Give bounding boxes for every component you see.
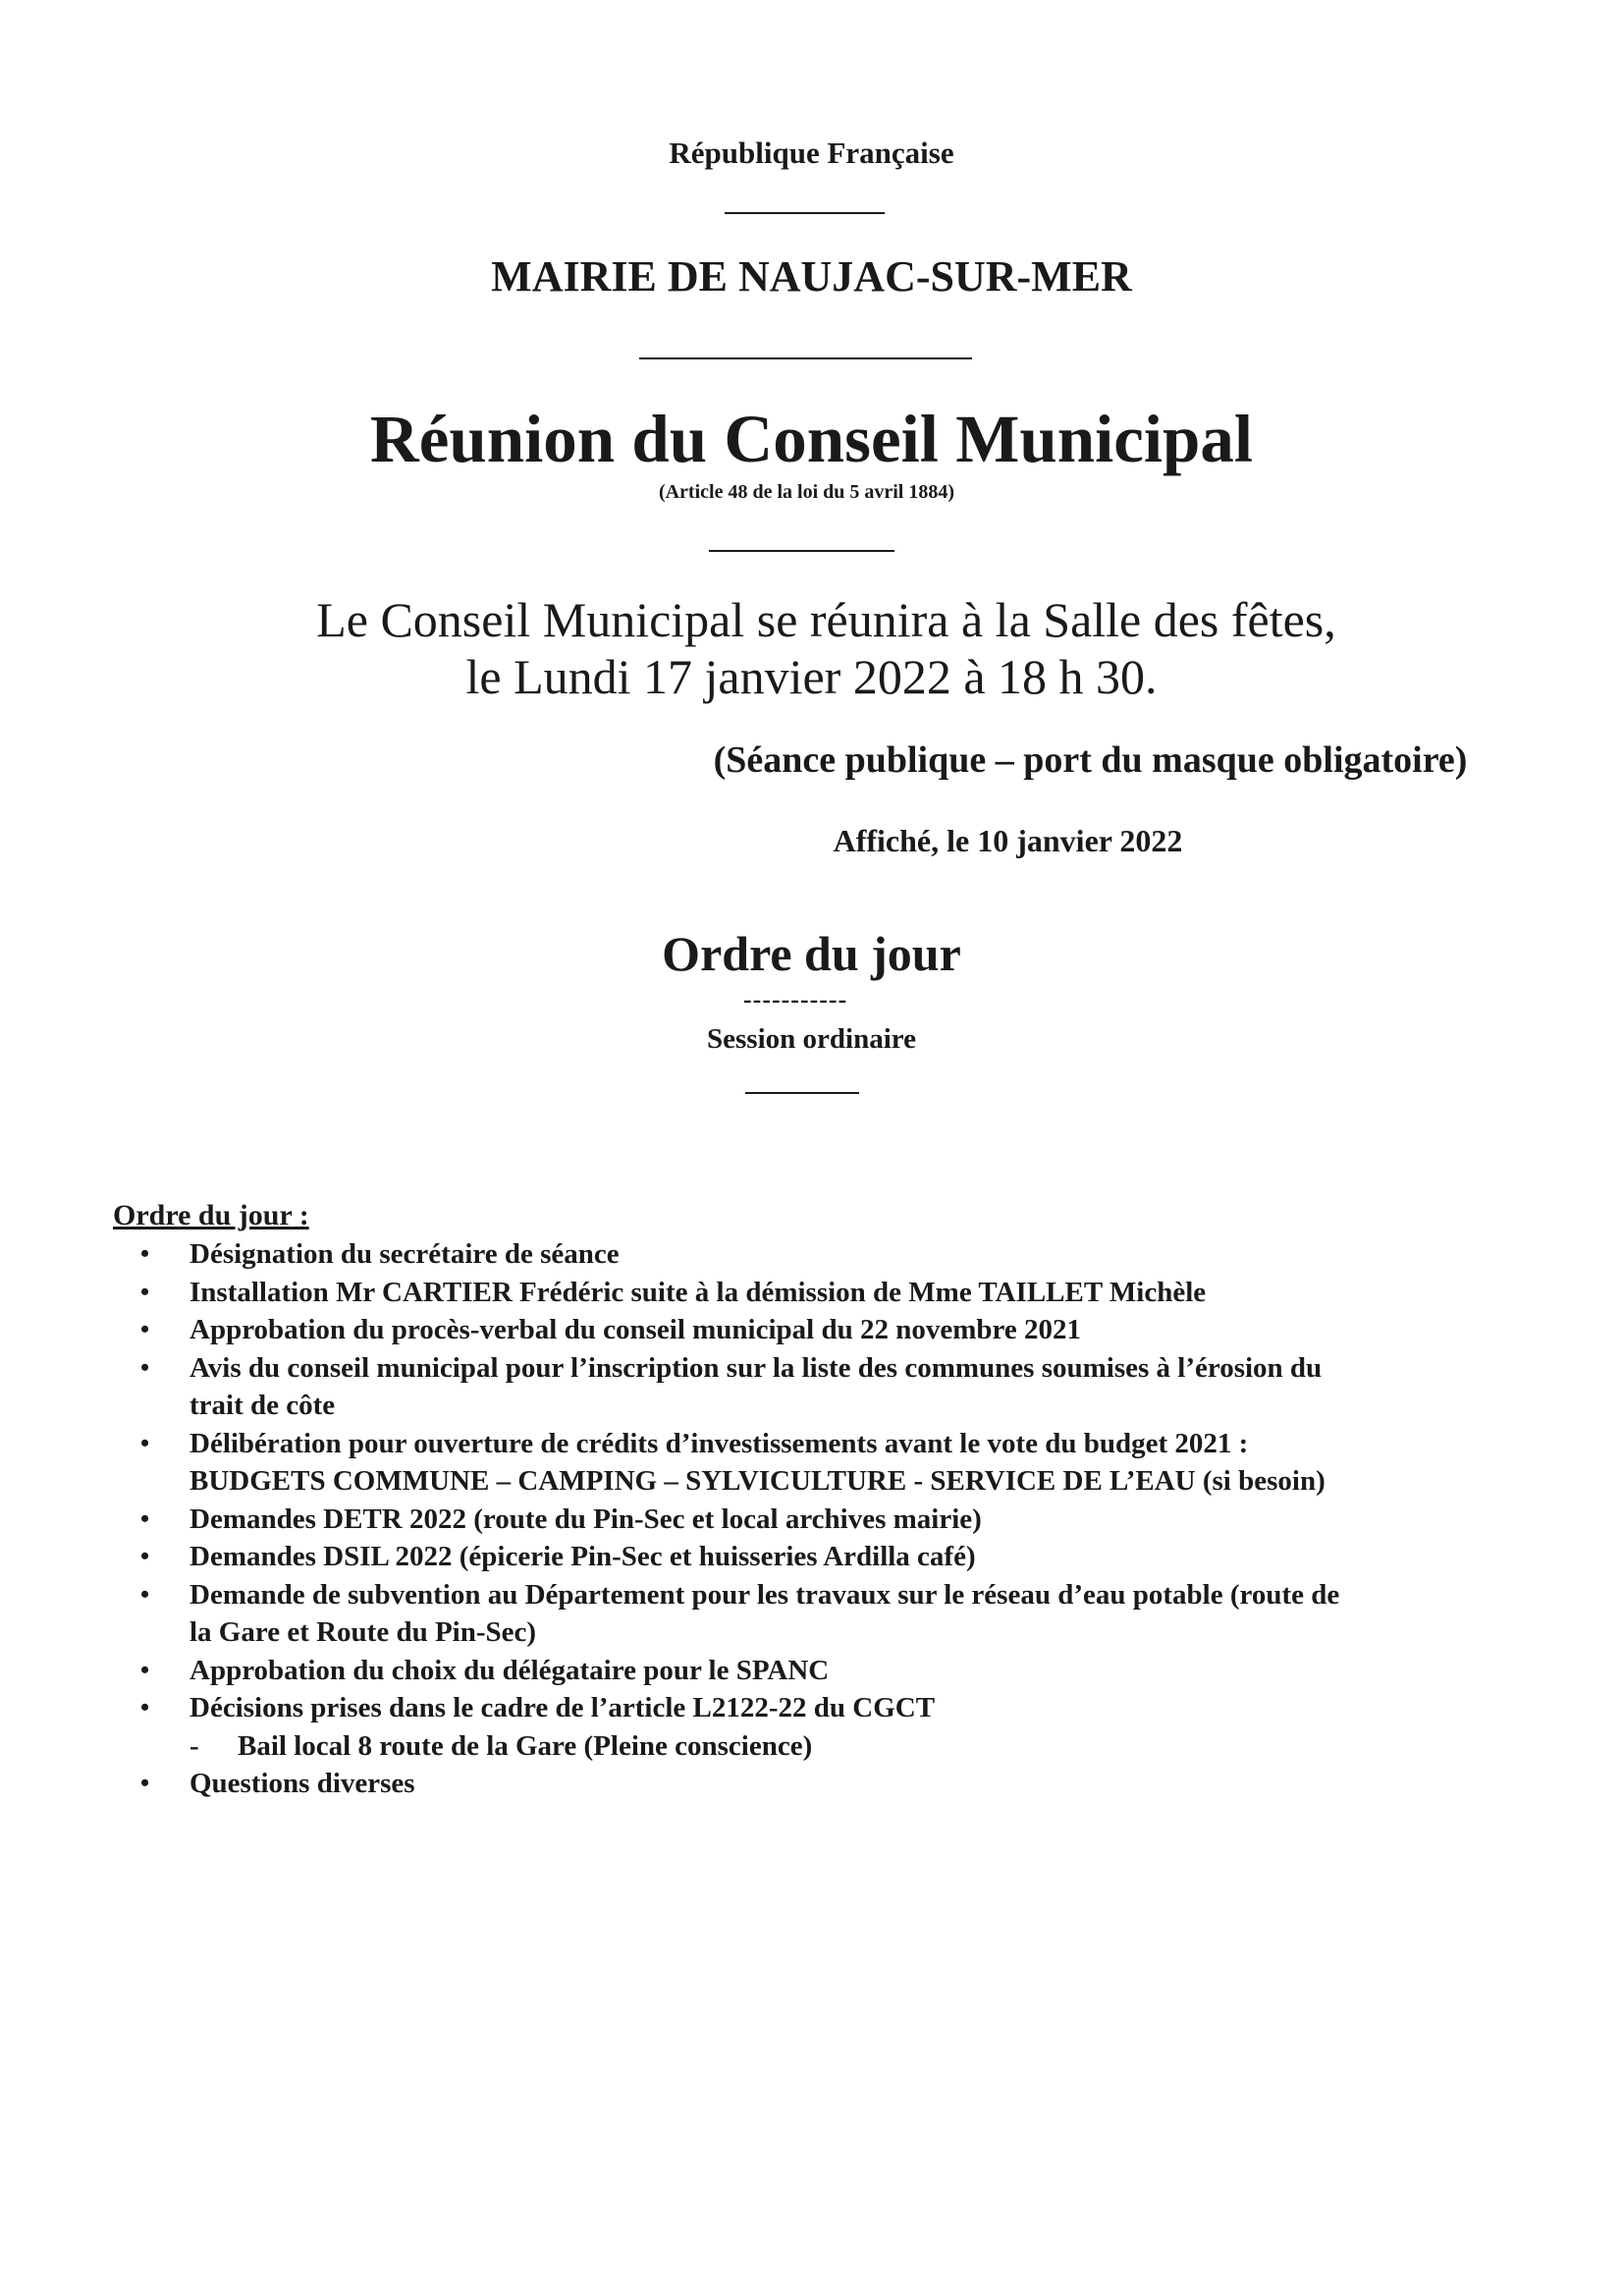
- agenda-list-heading: Ordre du jour :: [113, 1199, 309, 1231]
- list-item: • Avis du conseil municipal pour l’inscription sur la liste des communes soumises à l’érosion du trait de côte: [0, 1349, 1623, 1425]
- list-item: • Demande de subvention au Département pour les travaux sur le réseau d’eau potable (route de la Gare et Route du Pin-Sec): [0, 1576, 1623, 1652]
- document-title: Réunion du Conseil Municipal: [369, 402, 1254, 476]
- bullet-icon: •: [140, 1428, 150, 1457]
- legal-reference: (Article 48 de la loi du 5 avril 1884): [658, 481, 955, 503]
- session-note: (Séance publique – port du masque obligatoire): [713, 739, 1468, 781]
- list-item: • Questions diverses: [0, 1765, 1623, 1803]
- list-item: • Demandes DSIL 2022 (épicerie Pin-Sec et huisseries Ardilla café): [0, 1538, 1623, 1576]
- bullet-icon: •: [140, 1277, 150, 1306]
- session-type: Session ordinaire: [707, 1023, 916, 1055]
- separator-rule-2: [639, 357, 972, 359]
- separator-rule-3: [709, 550, 894, 552]
- bullet-icon: •: [140, 1769, 150, 1797]
- list-item: • Approbation du choix du délégataire pour le SPANC: [0, 1652, 1623, 1690]
- bullet-icon: •: [140, 1239, 150, 1268]
- bullet-icon: •: [140, 1579, 150, 1609]
- separator-rule-1: [725, 212, 885, 214]
- announcement-line-2: le Lundi 17 janvier 2022 à 18 h 30.: [465, 649, 1158, 704]
- announcement-line-1: Le Conseil Municipal se réunira à la Salle des fêtes,: [316, 592, 1336, 647]
- list-item: • Installation Mr CARTIER Frédéric suite à la démission de Mme TAILLET Michèle: [0, 1274, 1623, 1312]
- list-sub-item: - Bail local 8 route de la Gare (Pleine conscience): [0, 1727, 1623, 1766]
- dash-icon: -: [189, 1729, 199, 1762]
- mairie-title: MAIRIE DE NAUJAC-SUR-MER: [491, 252, 1132, 301]
- agenda-title-dashes: -----------: [743, 985, 848, 1013]
- separator-rule-4: [745, 1092, 859, 1094]
- list-item: • Approbation du procès-verbal du conseil municipal du 22 novembre 2021: [0, 1311, 1623, 1349]
- bullet-icon: •: [140, 1315, 150, 1343]
- bullet-icon: •: [140, 1352, 150, 1382]
- agenda-title: Ordre du jour: [662, 926, 961, 981]
- list-item: • Désignation du secrétaire de séance: [0, 1235, 1623, 1274]
- list-item: • Délibération pour ouverture de crédits d’investissements avant le vote du budget 2021 : BUDGETS COMMUNE – CAMPING – SYLVICULTURE - SERVICE DE L’EAU (si besoin): [0, 1425, 1623, 1501]
- posted-date: Affiché, le 10 janvier 2022: [833, 823, 1183, 858]
- bullet-icon: •: [140, 1655, 150, 1684]
- republique-francaise: République Française: [669, 136, 954, 170]
- bullet-icon: •: [140, 1693, 150, 1722]
- bullet-icon: •: [140, 1542, 150, 1570]
- agenda-list: [0, 1235, 1623, 1803]
- list-item: • Décisions prises dans le cadre de l’article L2122-22 du CGCT: [0, 1689, 1623, 1727]
- bullet-icon: •: [140, 1503, 150, 1533]
- list-item: • Demandes DETR 2022 (route du Pin-Sec et local archives mairie): [0, 1501, 1623, 1539]
